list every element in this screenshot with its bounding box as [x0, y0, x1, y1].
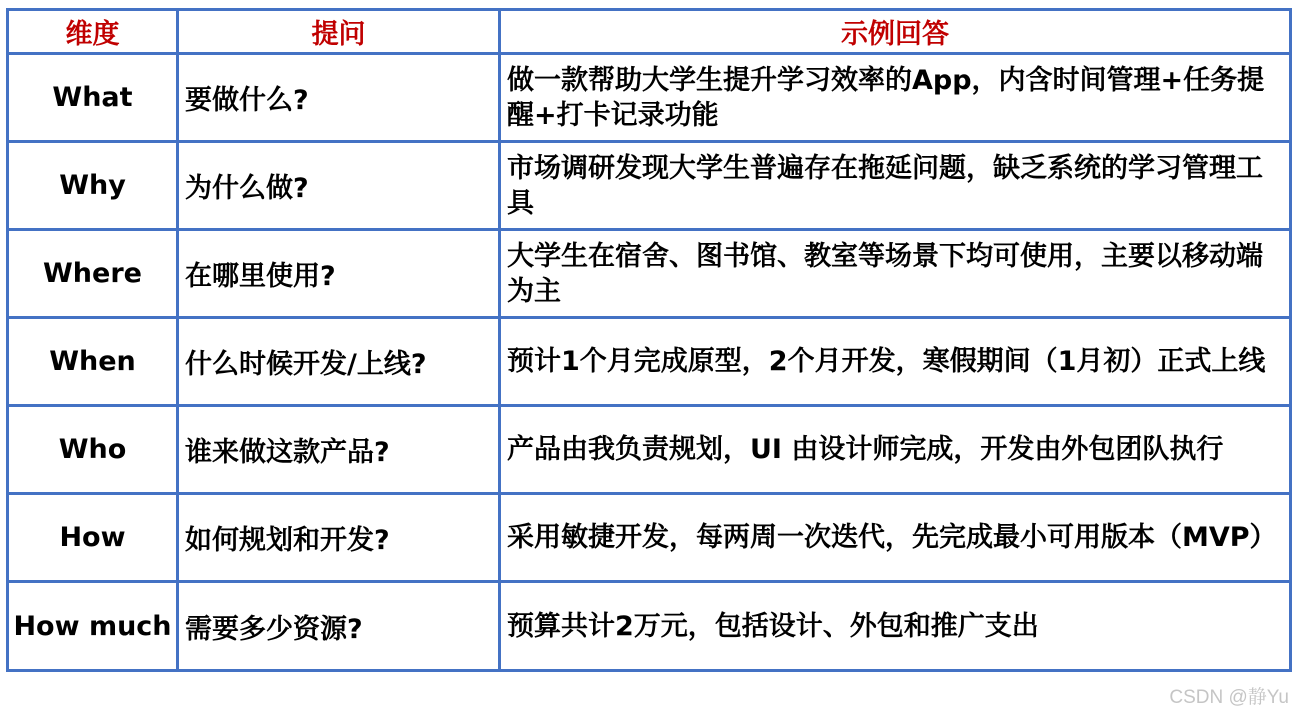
table-row	[8, 494, 1291, 582]
answer-cell: 做一款帮助大学生提升学习效率的App，内含时间管理+任务提醒+打卡记录功能	[500, 54, 1291, 142]
table-row	[8, 230, 1291, 318]
dimension-cell: How	[8, 494, 178, 582]
table-row	[8, 54, 1291, 142]
question-cell: 谁来做这款产品?	[178, 406, 500, 494]
header-dimension: 维度	[8, 10, 178, 54]
w5h2-table	[6, 8, 1292, 672]
answer-cell: 大学生在宿舍、图书馆、教室等场景下均可使用，主要以移动端为主	[500, 230, 1291, 318]
header-question: 提问	[178, 10, 500, 54]
answer-cell: 采用敏捷开发，每两周一次迭代，先完成最小可用版本（MVP）	[500, 494, 1291, 582]
question-cell: 为什么做?	[178, 142, 500, 230]
header-answer: 示例回答	[500, 10, 1291, 54]
question-cell: 在哪里使用?	[178, 230, 500, 318]
table-header-row	[8, 10, 1291, 54]
dimension-cell: Where	[8, 230, 178, 318]
question-cell: 要做什么?	[178, 54, 500, 142]
question-cell: 如何规划和开发?	[178, 494, 500, 582]
table-row	[8, 142, 1291, 230]
question-cell: 什么时候开发/上线?	[178, 318, 500, 406]
dimension-cell: How much	[8, 582, 178, 671]
question-cell: 需要多少资源?	[178, 582, 500, 671]
table-row	[8, 406, 1291, 494]
dimension-cell: When	[8, 318, 178, 406]
answer-cell: 预算共计2万元，包括设计、外包和推广支出	[500, 582, 1291, 671]
answer-cell: 产品由我负责规划，UI 由设计师完成，开发由外包团队执行	[500, 406, 1291, 494]
table-row	[8, 582, 1291, 671]
answer-cell: 预计1个月完成原型，2个月开发，寒假期间（1月初）正式上线	[500, 318, 1291, 406]
dimension-cell: Who	[8, 406, 178, 494]
watermark: CSDN @静Yu	[1169, 687, 1289, 708]
dimension-cell: What	[8, 54, 178, 142]
answer-cell: 市场调研发现大学生普遍存在拖延问题，缺乏系统的学习管理工具	[500, 142, 1291, 230]
table-row	[8, 318, 1291, 406]
dimension-cell: Why	[8, 142, 178, 230]
